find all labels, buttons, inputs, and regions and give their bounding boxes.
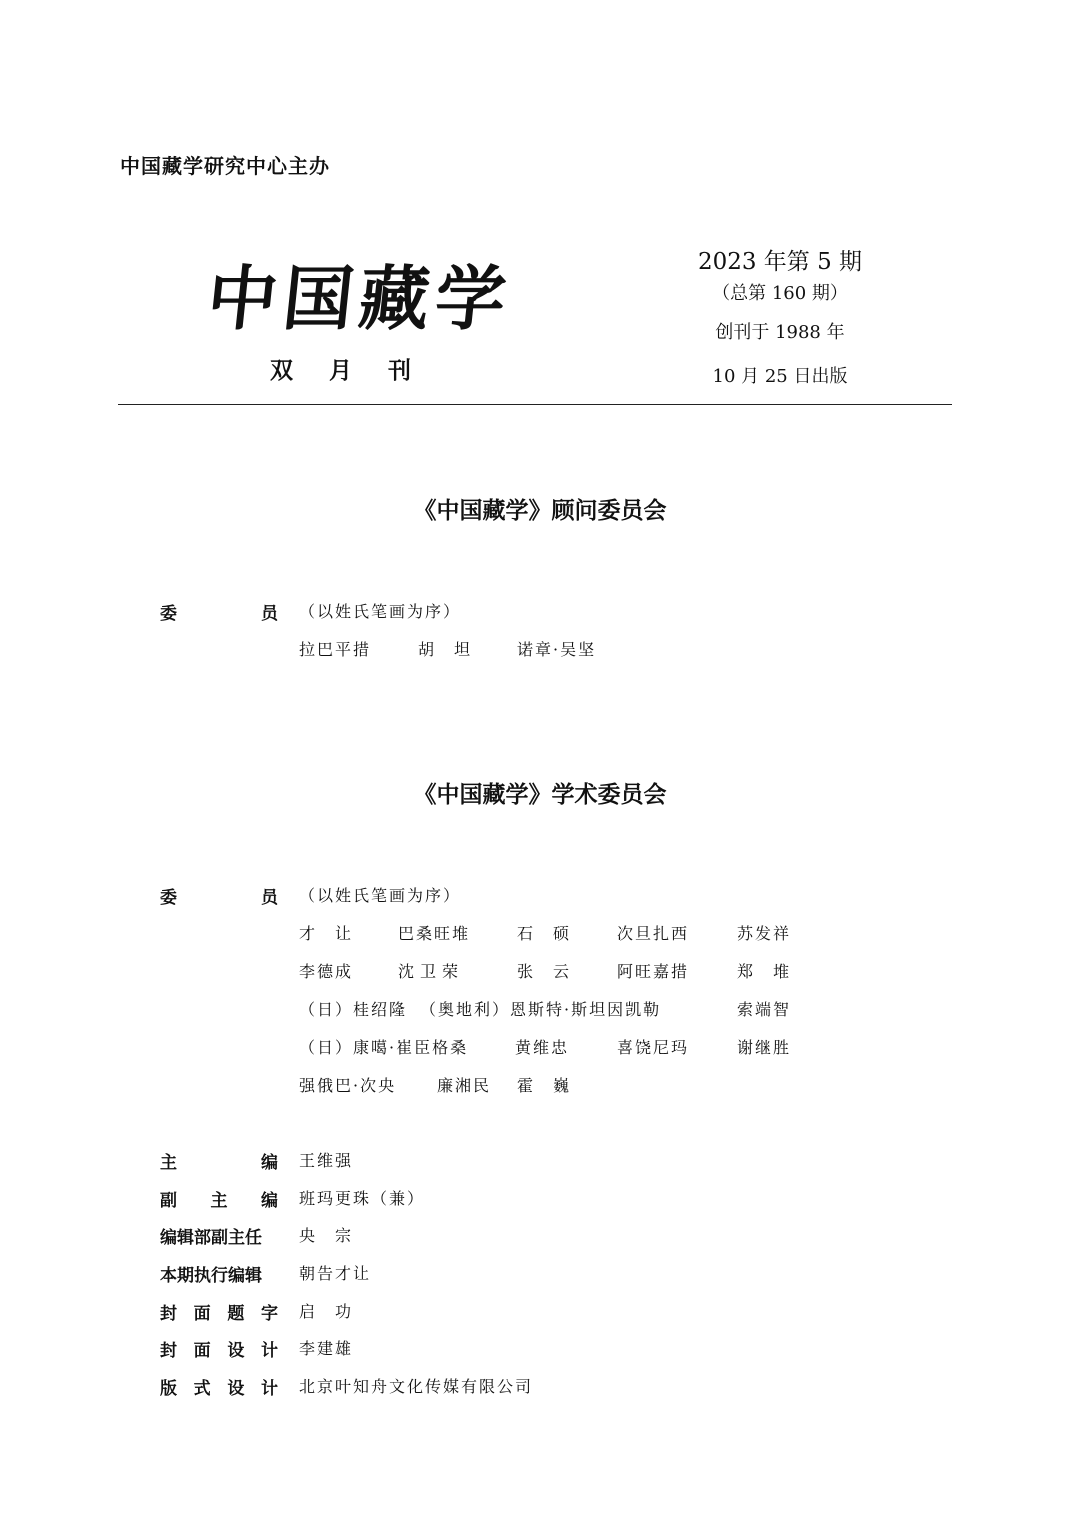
label-char: 设 [227, 1379, 245, 1399]
academic-member: （日）康噶·崔臣格桑 [299, 1038, 469, 1057]
editor-in-chief-label [160, 1148, 278, 1173]
academic-member: （日）桂绍隆 [299, 1000, 408, 1019]
academic-member: 谢继胜 [737, 1038, 792, 1057]
label-char: 版 [160, 1379, 177, 1399]
deputy-editor-value: 班玛更珠（兼） [299, 1189, 426, 1208]
label-char: 面 [193, 1341, 211, 1361]
label-char: 编 [261, 1153, 278, 1173]
academic-member: 苏发祥 [737, 924, 792, 943]
executive-editor-label [160, 1261, 278, 1286]
label-char: 主 [210, 1191, 228, 1211]
academic-member: 沈卫荣 [398, 962, 465, 981]
deputy-editor-label [160, 1186, 278, 1211]
academic-member: 李德成 [299, 962, 354, 981]
label-char: 副 [160, 1191, 177, 1211]
academic-member: 霍 巍 [517, 1076, 572, 1095]
header-divider [118, 404, 952, 405]
academic-member: 喜饶尼玛 [617, 1038, 690, 1057]
academic-members-label [160, 883, 278, 908]
deputy-director-value: 央 宗 [299, 1226, 354, 1245]
executive-editor-value: 朝告才让 [299, 1264, 372, 1283]
academic-member: 郑 堆 [737, 962, 792, 981]
label-char: 式 [193, 1379, 211, 1399]
label-char: 本期执行编辑 [160, 1266, 262, 1286]
academic-member: 巴桑旺堆 [398, 924, 471, 943]
label-char: 字 [260, 1304, 278, 1324]
founded-year: 创刊于 1988 年 [715, 322, 845, 343]
label-char: 委 [160, 604, 177, 624]
cover-design-label [160, 1336, 278, 1361]
cover-calligraphy-value: 启 功 [299, 1302, 354, 1321]
publication-frequency: 双 月 刊 [270, 358, 426, 384]
cover-calligraphy-label [160, 1299, 278, 1324]
layout-design-value: 北京叶知舟文化传媒有限公司 [299, 1377, 534, 1396]
academic-member: 索端智 [737, 1000, 792, 1019]
cover-design-value: 李建雄 [299, 1339, 354, 1358]
academic-member: 才 让 [299, 924, 354, 943]
label-char: 设 [227, 1341, 245, 1361]
label-char: 封 [160, 1304, 177, 1324]
advisory-member: 诺章·吴坚 [517, 640, 597, 659]
label-char: 编 [261, 1191, 278, 1211]
advisory-member: 胡 坦 [418, 640, 473, 659]
layout-design-label [160, 1374, 278, 1399]
label-char: 员 [261, 604, 278, 624]
academic-member: 石 硕 [517, 924, 572, 943]
label-char: 员 [261, 888, 278, 908]
issue-number: 2023 年第 5 期 [697, 249, 863, 275]
academic-member: 强俄巴·次央 [299, 1076, 397, 1095]
academic-member: 次旦扎西 [617, 924, 690, 943]
advisory-order-note: （以姓氏笔画为序） [299, 602, 462, 621]
label-char: 封 [160, 1341, 177, 1361]
academic-member: （奥地利）恩斯特·斯坦因凯勒 [420, 1000, 662, 1019]
academic-member: 阿旺嘉措 [617, 962, 690, 981]
label-char: 主 [160, 1153, 177, 1173]
academic-member: 黄维忠 [515, 1038, 570, 1057]
publication-date: 10 月 25 日出版 [712, 366, 848, 387]
academic-member: 廉湘民 [437, 1076, 492, 1095]
academic-member: 张 云 [517, 962, 572, 981]
editor-in-chief-value: 王维强 [299, 1151, 354, 1170]
issue-total-number: （总第 160 期） [712, 283, 848, 304]
label-char: 计 [260, 1379, 278, 1399]
label-char: 面 [193, 1304, 211, 1324]
advisory-member: 拉巴平措 [299, 640, 372, 659]
label-char: 计 [260, 1341, 278, 1361]
label-char: 题 [227, 1304, 245, 1324]
advisory-committee-heading: 《中国藏学》顾问委员会 [413, 497, 667, 524]
journal-title-logo: 中国藏学 [203, 257, 516, 340]
academic-order-note: （以姓氏笔画为序） [299, 886, 462, 905]
sponsor-line: 中国藏学研究中心主办 [120, 154, 330, 178]
deputy-director-label [160, 1223, 278, 1248]
label-char: 编辑部副主任 [160, 1228, 262, 1248]
label-char: 委 [160, 888, 177, 908]
advisory-members-label [160, 599, 278, 624]
academic-committee-heading: 《中国藏学》学术委员会 [413, 781, 667, 808]
